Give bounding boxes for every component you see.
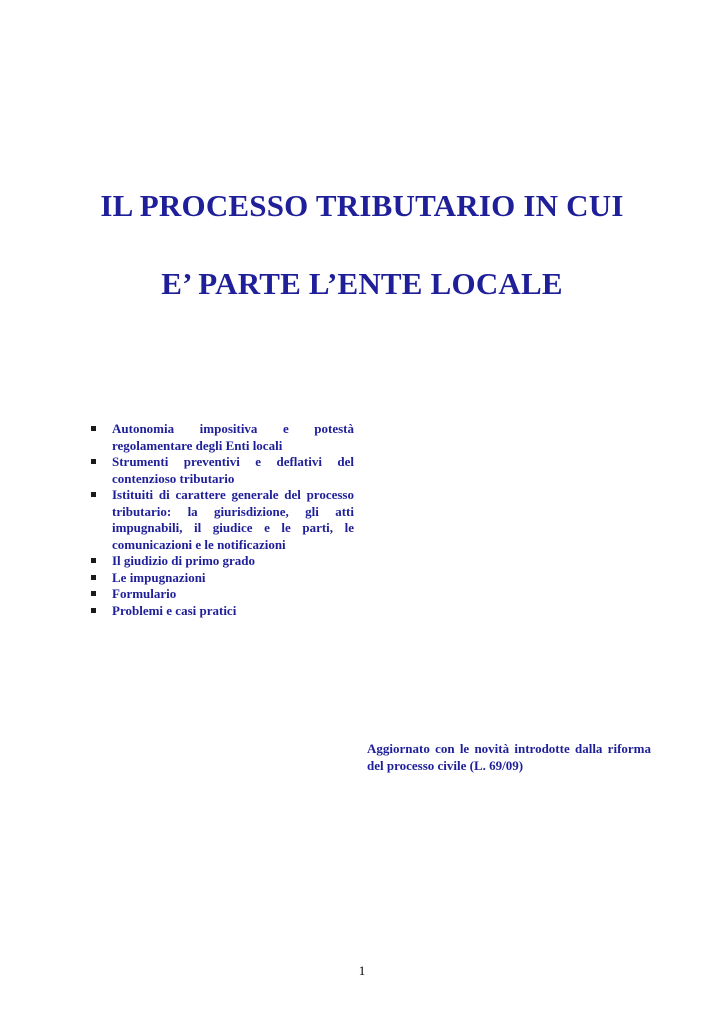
list-item-text: Istituiti di carattere generale del processo tributario: la giurisdizione, gli atti impugnabili, il giudice e le parti, le comunicazioni e le notificazioni <box>112 487 354 552</box>
square-bullet-icon <box>91 558 96 563</box>
list-item-text: Problemi e casi pratici <box>112 602 237 618</box>
list-item <box>90 603 354 620</box>
square-bullet-icon <box>91 459 96 464</box>
square-bullet-icon <box>91 426 96 431</box>
document-title-line-1: IL PROCESSO TRIBUTARIO IN CUI <box>100 188 624 223</box>
contents-list <box>90 421 354 619</box>
list-item <box>90 421 354 454</box>
list-item <box>90 487 354 553</box>
list-item <box>90 454 354 487</box>
square-bullet-icon <box>91 608 96 613</box>
document-title-line-2: E’ PARTE L’ENTE LOCALE <box>161 266 563 301</box>
list-item-text: Formulario <box>112 586 177 601</box>
list-item <box>90 553 354 570</box>
update-note: Aggiornato con le novità introdotte dalla riforma del processo civile (L. 69/09) <box>367 741 651 773</box>
page-number: 1 <box>358 963 366 978</box>
list-item-text: Strumenti preventivi e deflativi del contenzioso tributario <box>112 454 354 486</box>
square-bullet-icon <box>91 492 96 497</box>
square-bullet-icon <box>91 591 96 596</box>
list-item-text: Autonomia impositiva e potestà regolamentare degli Enti locali <box>112 421 354 453</box>
list-item-text: Il giudizio di primo grado <box>112 553 256 568</box>
list-item-text: Le impugnazioni <box>112 569 206 585</box>
square-bullet-icon <box>91 575 96 580</box>
list-item <box>90 586 354 603</box>
list-item <box>90 570 354 587</box>
